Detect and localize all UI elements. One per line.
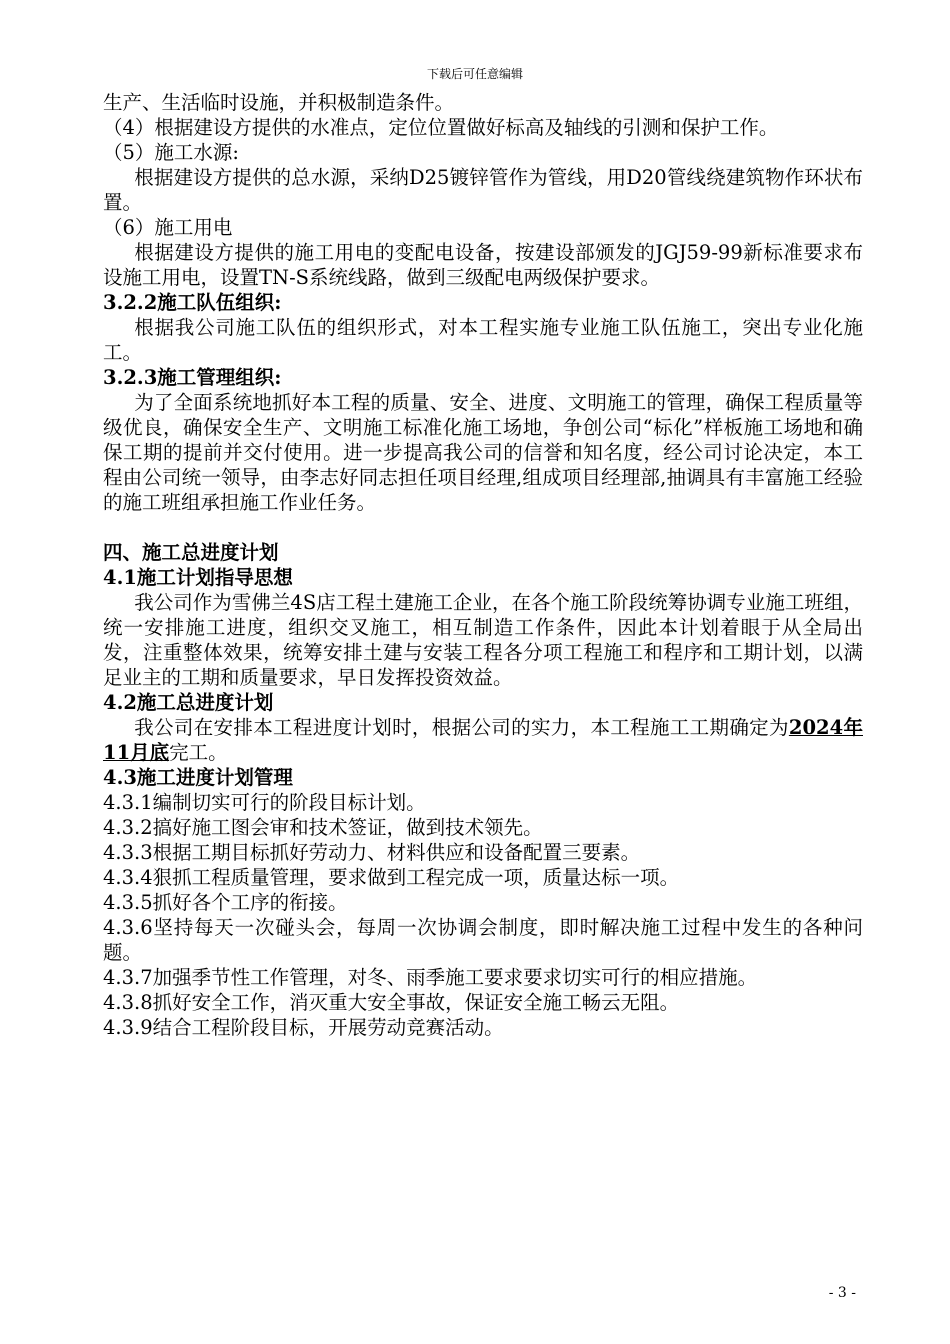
list-item: 4.3.5抓好各个工序的衔接。 bbox=[103, 891, 348, 914]
section-heading: 4.1施工计划指导思想 bbox=[103, 566, 293, 589]
paragraph-text: 完工。 bbox=[169, 741, 228, 764]
list-item: 4.3.3根据工期目标抓好劳动力、材料供应和设备配置三要素。 bbox=[103, 841, 641, 864]
section-heading: 3.2.2施工队伍组织: bbox=[103, 291, 282, 314]
list-item: 4.3.4狠抓工程质量管理，要求做到工程完成一项，质量达标一项。 bbox=[103, 866, 680, 889]
spacer bbox=[103, 515, 863, 540]
paragraph: 我公司作为雪佛兰4S店工程土建施工企业，在各个施工阶段统筹协调专业施工班组，统一安排施工进度，组织交叉施工，相互制造工作条件，因此本计划着眼于从全局出发，注重整体效果，统筹安排土建与安装工程各分项工程施工和程序和工期计划，以满足业主的工期和质量要求，早日发挥投资效益。 bbox=[103, 591, 863, 689]
paragraph bbox=[103, 715, 863, 765]
section-heading: 4.3施工进度计划管理 bbox=[103, 766, 293, 789]
list-item: 4.3.2搞好施工图会审和技术签证，做到技术领先。 bbox=[103, 816, 543, 839]
list-item: 4.3.1编制切实可行的阶段目标计划。 bbox=[103, 791, 426, 814]
paragraph: （4）根据建设方提供的水准点，定位位置做好标高及轴线的引测和保护工作。 bbox=[103, 116, 779, 139]
list-item: 4.3.6坚持每天一次碰头会，每周一次协调会制度，即时解决施工过程中发生的各种问题。 bbox=[103, 916, 863, 964]
list-item: 4.3.9结合工程阶段目标，开展劳动竞赛活动。 bbox=[103, 1016, 504, 1039]
chapter-heading: 四、施工总进度计划 bbox=[103, 541, 279, 564]
subheading: （5）施工水源: bbox=[103, 141, 239, 164]
paragraph: 生产、生活临时设施，并积极制造条件。 bbox=[103, 91, 455, 114]
paragraph: 根据建设方提供的总水源，采纳D25镀锌管作为管线，用D20管线绕建筑物作环状布置。 bbox=[103, 166, 863, 214]
section-heading: 3.2.3施工管理组织: bbox=[103, 366, 282, 389]
document-body bbox=[103, 90, 863, 1040]
paragraph: 为了全面系统地抓好本工程的质量、安全、进度、文明施工的管理，确保工程质量等级优良，确保安全生产、文明施工标准化施工场地，争创公司“标化”样板施工场地和确保工期的提前并交付使用。进一步提高我公司的信誉和知名度，经公司讨论决定，本工程由公司统一领导，由李志好同志担任项目经理,组成项目经理部,抽调具有丰富施工经验的施工班组承担施工作业任务。 bbox=[103, 391, 863, 514]
page-number: - 3 - bbox=[828, 1285, 856, 1301]
page-header: 下载后可任意编辑 bbox=[426, 67, 523, 81]
paragraph: 根据我公司施工队伍的组织形式，对本工程实施专业施工队伍施工，突出专业化施工。 bbox=[103, 316, 863, 364]
paragraph: 根据建设方提供的施工用电的变配电设备，按建设部颁发的JGJ59-99新标准要求布设施工用电，设置TN-S系统线路，做到三级配电两级保护要求。 bbox=[103, 241, 863, 289]
section-heading: 4.2施工总进度计划 bbox=[103, 691, 274, 714]
list-item: 4.3.7加强季节性工作管理，对冬、雨季施工要求要求切实可行的相应措施。 bbox=[103, 966, 758, 989]
completion-date: 2024年11月底 bbox=[103, 716, 863, 764]
subheading: （6）施工用电 bbox=[103, 216, 233, 239]
list-item: 4.3.8抓好安全工作，消灭重大安全事故，保证安全施工畅云无阻。 bbox=[103, 991, 680, 1014]
paragraph-text: 我公司在安排本工程进度计划时，根据公司的实力，本工程施工工期确定为 bbox=[134, 716, 789, 739]
